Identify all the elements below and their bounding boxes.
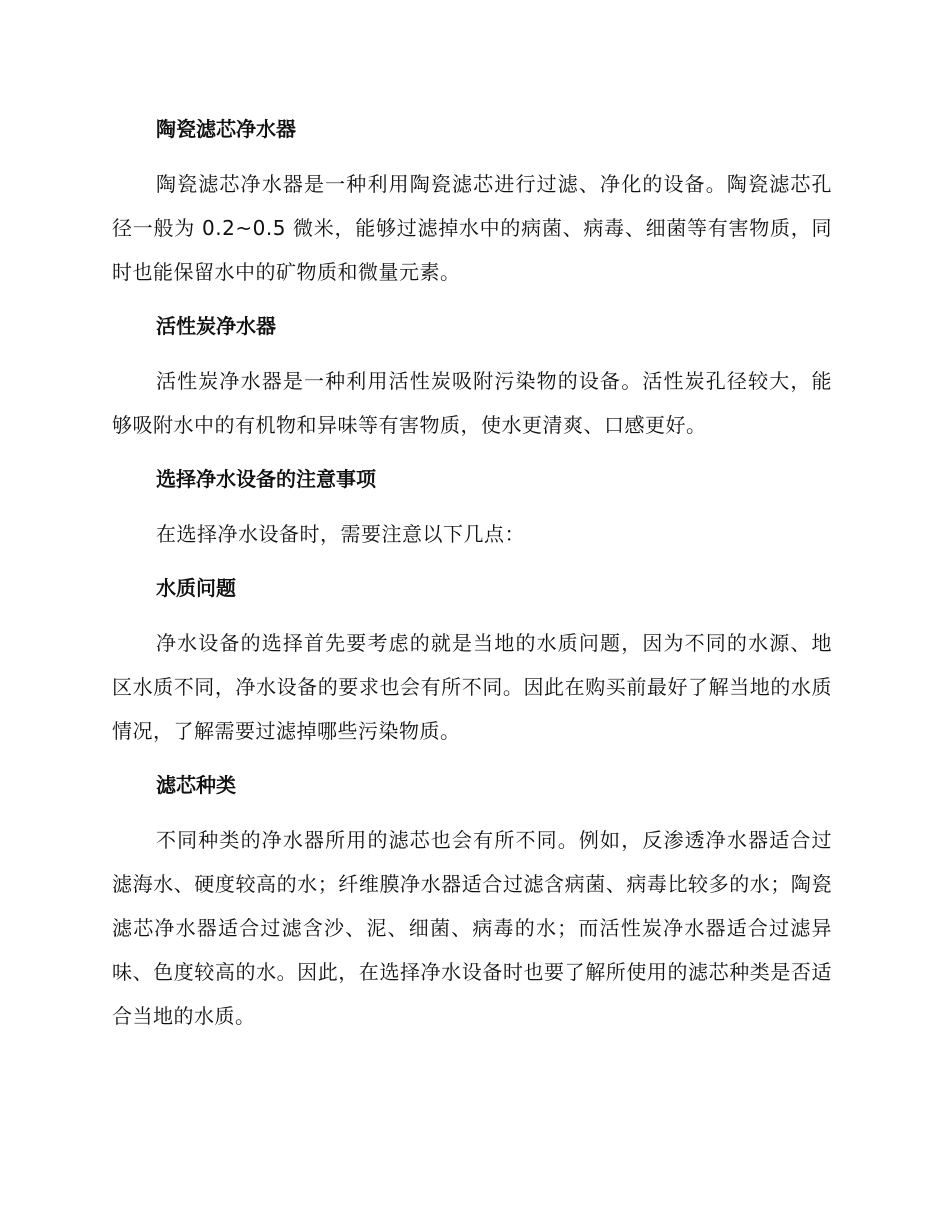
section-ceramic-filter (112, 106, 832, 294)
section-filter-types (112, 762, 832, 1038)
section-heading: 陶瓷滤芯净水器 (156, 117, 296, 141)
section-heading: 滤芯种类 (156, 773, 236, 797)
section-paragraph: 不同种类的净水器所用的滤芯也会有所不同。例如，反渗透净水器适合过滤海水、硬度较高的水；纤维膜净水器适合过滤含病菌、病毒比较多的水；陶瓷滤芯净水器适合过滤含沙、泥、细菌、病毒的水；而活性炭净水器适合过滤异味、色度较高的水。因此，在选择净水设备时也要了解所使用的滤芯种类是否适合当地的水质。 (112, 828, 832, 1028)
section-heading: 选择净水设备的注意事项 (156, 467, 376, 491)
section-activated-carbon (112, 303, 832, 447)
section-paragraph: 净水设备的选择首先要考虑的就是当地的水质问题，因为不同的水源、地区水质不同，净水设备的要求也会有所不同。因此在购买前最好了解当地的水质情况，了解需要过滤掉哪些污染物质。 (112, 631, 832, 743)
section-heading: 活性炭净水器 (156, 314, 276, 338)
section-selection-notes (112, 456, 832, 556)
section-paragraph: 陶瓷滤芯净水器是一种利用陶瓷滤芯进行过滤、净化的设备。陶瓷滤芯孔径一般为 0.2~0.5 微米，能够过滤掉水中的病菌、病毒、细菌等有害物质，同时也能保留水中的矿物质和微量元素。 (112, 172, 832, 284)
section-paragraph: 活性炭净水器是一种利用活性炭吸附污染物的设备。活性炭孔径较大，能够吸附水中的有机物和异味等有害物质，使水更清爽、口感更好。 (112, 369, 832, 437)
document-page (112, 106, 832, 1047)
section-water-quality (112, 565, 832, 753)
section-heading: 水质问题 (156, 576, 236, 600)
section-paragraph: 在选择净水设备时，需要注意以下几点： (156, 522, 525, 546)
